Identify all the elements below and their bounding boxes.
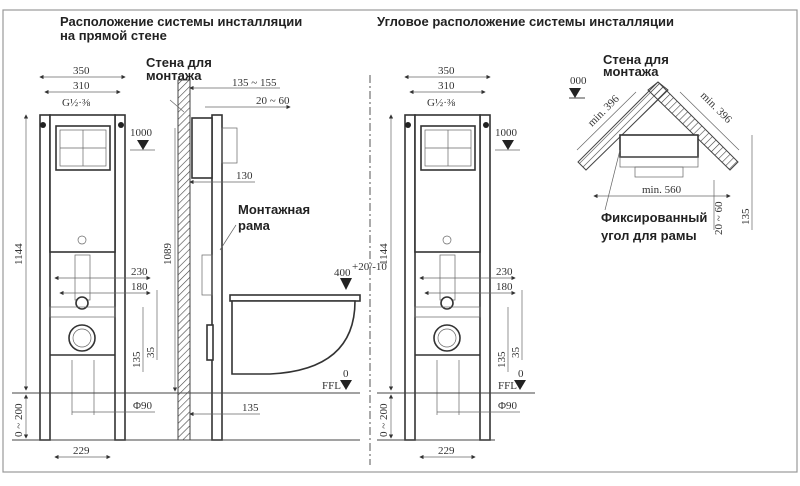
- dim-min396-right: min. 396: [697, 89, 735, 126]
- label-frame-line1: Монтажная: [238, 202, 311, 217]
- dim-130: 130: [236, 170, 253, 182]
- dim-180-r: 180: [496, 281, 513, 293]
- title-corner: Угловое расположение системы инсталляции: [377, 14, 674, 29]
- dim-corner-135: 135: [740, 208, 752, 225]
- level-000: 000: [570, 75, 587, 87]
- level-1000-r: 1000: [495, 127, 517, 139]
- dim-g12-r: G½·⅜: [427, 97, 456, 109]
- dim-400: 400: [334, 267, 351, 279]
- label-wall-line1: Стена для: [146, 55, 212, 70]
- dim-400-tolerance: +20/-10: [352, 261, 387, 273]
- dim-corner-20-60: 20 ~ 60: [713, 201, 725, 235]
- dim-135-155: 135 ~ 155: [232, 77, 277, 89]
- dim-230: 230: [131, 266, 148, 278]
- dim-1144-r: 1144: [378, 243, 390, 265]
- dim-1089: 1089: [162, 243, 174, 265]
- ffl-label-r: FFL: [498, 380, 517, 392]
- label-wall-line2: монтажа: [146, 68, 202, 83]
- ffl-zero-r: 0: [518, 368, 524, 380]
- dim-229: 229: [73, 445, 90, 457]
- label-fixed-line2: угол для рамы: [601, 228, 697, 243]
- dim-310: 310: [73, 80, 90, 92]
- dim-35-r: 35: [510, 347, 522, 358]
- dim-g12: G½·⅜: [62, 97, 91, 109]
- dim-135-r: 135: [496, 351, 508, 368]
- dim-230-r: 230: [496, 266, 513, 278]
- dim-135-side: 135: [242, 402, 259, 414]
- label-fixed-line1: Фиксированный: [601, 210, 708, 225]
- label-frame-line2: рама: [238, 218, 270, 233]
- dim-310-r: 310: [438, 80, 455, 92]
- dim-min396-left: min. 396: [585, 92, 622, 130]
- level-1000: 1000: [130, 127, 152, 139]
- dim-phi90: Φ90: [133, 400, 153, 412]
- label-wall-corner-line2: монтажа: [603, 64, 659, 79]
- title-straight-line1: Расположение системы инсталляции: [60, 14, 303, 29]
- ffl-label: FFL: [322, 380, 341, 392]
- dim-0-200-r: 0 ~ 200: [378, 403, 390, 437]
- dim-1144: 1144: [13, 243, 25, 265]
- dim-35: 35: [145, 347, 157, 358]
- label-wall-corner-line1: Стена для: [603, 52, 669, 67]
- dim-0-200: 0 ~ 200: [13, 403, 25, 437]
- dim-135: 135: [131, 351, 143, 368]
- dim-20-60: 20 ~ 60: [256, 95, 290, 107]
- ffl-zero: 0: [343, 368, 349, 380]
- dim-350: 350: [73, 65, 90, 77]
- dim-min560: min. 560: [642, 184, 682, 196]
- dim-350-r: 350: [438, 65, 455, 77]
- dim-229-r: 229: [438, 445, 455, 457]
- dim-180: 180: [131, 281, 148, 293]
- title-straight-line2: на прямой стене: [60, 28, 167, 43]
- dim-phi90-r: Φ90: [498, 400, 518, 412]
